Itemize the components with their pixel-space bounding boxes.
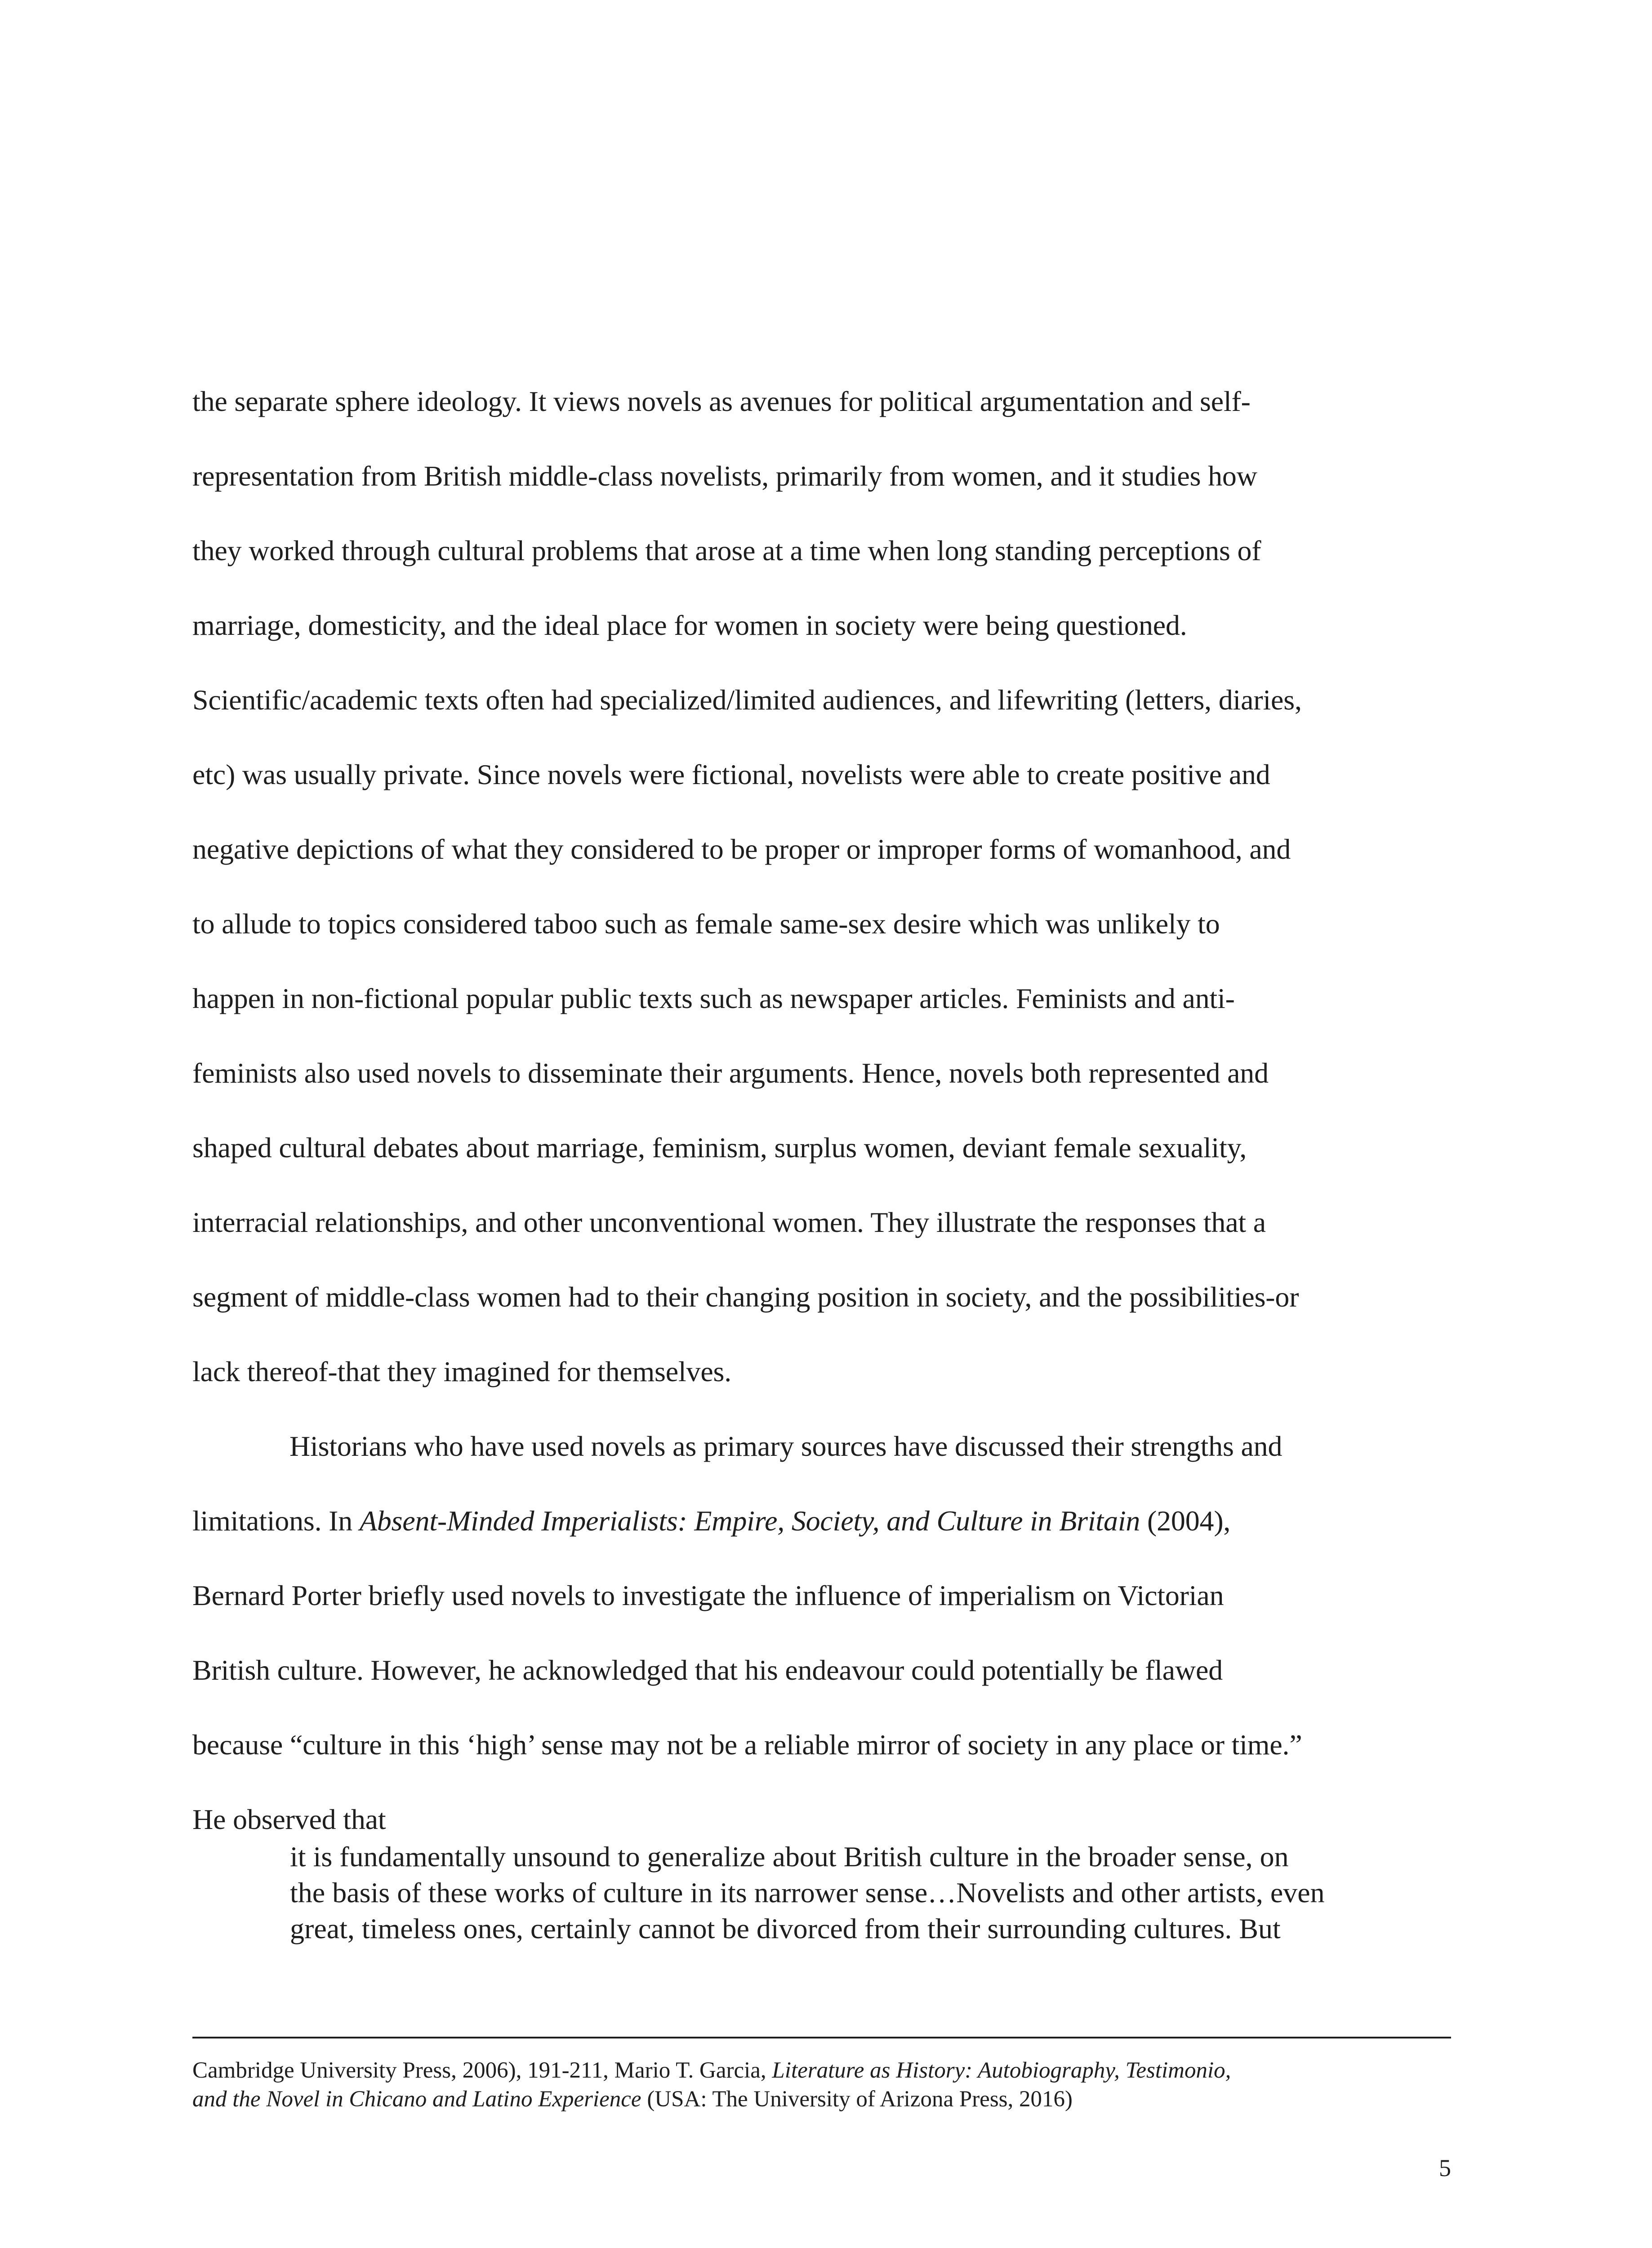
footnote-divider: [192, 2037, 1451, 2038]
body-line: shaped cultural debates about marriage, feminism, surplus women, deviant female sexuality,: [192, 1132, 1247, 1164]
body-line: He observed that: [192, 1803, 386, 1835]
body-line: negative depictions of what they considered to be proper or improper forms of womanhood, and: [192, 833, 1291, 865]
quote-line: great, timeless ones, certainly cannot be divorced from their surrounding cultures. But: [290, 1913, 1281, 1945]
footnote-line: [192, 2056, 1451, 2085]
body-line-with-title: [192, 1484, 1451, 1558]
body-line: the separate sphere ideology. It views novels as avenues for political argumentation and self-: [192, 385, 1251, 417]
quote-line: it is fundamentally unsound to generalize about British culture in the broader sense, on: [290, 1841, 1289, 1873]
body-line: segment of middle-class women had to their changing position in society, and the possibilities-or: [192, 1281, 1299, 1313]
body-line: British culture. However, he acknowledged that his endeavour could potentially be flawed: [192, 1654, 1223, 1686]
quote-line: the basis of these works of culture in its narrower sense…Novelists and other artists, even: [290, 1877, 1325, 1909]
book-title: Absent-Minded Imperialists: Empire, Society, and Culture in Britain: [359, 1505, 1140, 1537]
body-line-suffix: (2004),: [1140, 1505, 1231, 1537]
body-line: Scientific/academic texts often had specialized/limited audiences, and lifewriting (letters, diaries,: [192, 684, 1302, 716]
footnote: [192, 2056, 1451, 2114]
body-line: to allude to topics considered taboo such as female same-sex desire which was unlikely to: [192, 908, 1220, 940]
page-number: 5: [1439, 2154, 1451, 2181]
body-line-prefix: limitations. In: [192, 1505, 360, 1537]
body-line: interracial relationships, and other unconventional women. They illustrate the responses that a: [192, 1206, 1266, 1238]
body-line: Bernard Porter briefly used novels to investigate the influence of imperialism on Victorian: [192, 1579, 1224, 1611]
paragraph-start-line: Historians who have used novels as primary sources have discussed their strengths and: [289, 1430, 1282, 1462]
footnote-title-cont: and the Novel in Chicano and Latino Experience: [192, 2087, 641, 2112]
body-line: because “culture in this ‘high’ sense may not be a reliable mirror of society in any place or time.”: [192, 1729, 1302, 1761]
body-line: feminists also used novels to disseminate their arguments. Hence, novels both represented and: [192, 1057, 1269, 1089]
body-line: they worked through cultural problems that arose at a time when long standing perceptions of: [192, 535, 1261, 566]
footnote-line: [192, 2085, 1451, 2114]
block-quote: [290, 1839, 1468, 1947]
body-line: happen in non-fictional popular public texts such as newspaper articles. Feminists and anti-: [192, 982, 1235, 1014]
body-line: marriage, domesticity, and the ideal place for women in society were being questioned.: [192, 609, 1187, 641]
body-line: lack thereof-that they imagined for themselves.: [192, 1356, 732, 1387]
body-text: [192, 364, 1451, 1857]
footnote-prefix: Cambridge University Press, 2006), 191-211, Mario T. Garcia,: [192, 2058, 772, 2083]
footnote-title: Literature as History: Autobiography, Testimonio,: [772, 2058, 1231, 2083]
body-line: representation from British middle-class novelists, primarily from women, and it studies how: [192, 460, 1257, 492]
footnote-suffix: (USA: The University of Arizona Press, 2016): [641, 2087, 1073, 2112]
body-line: etc) was usually private. Since novels were fictional, novelists were able to create positive and: [192, 758, 1270, 790]
